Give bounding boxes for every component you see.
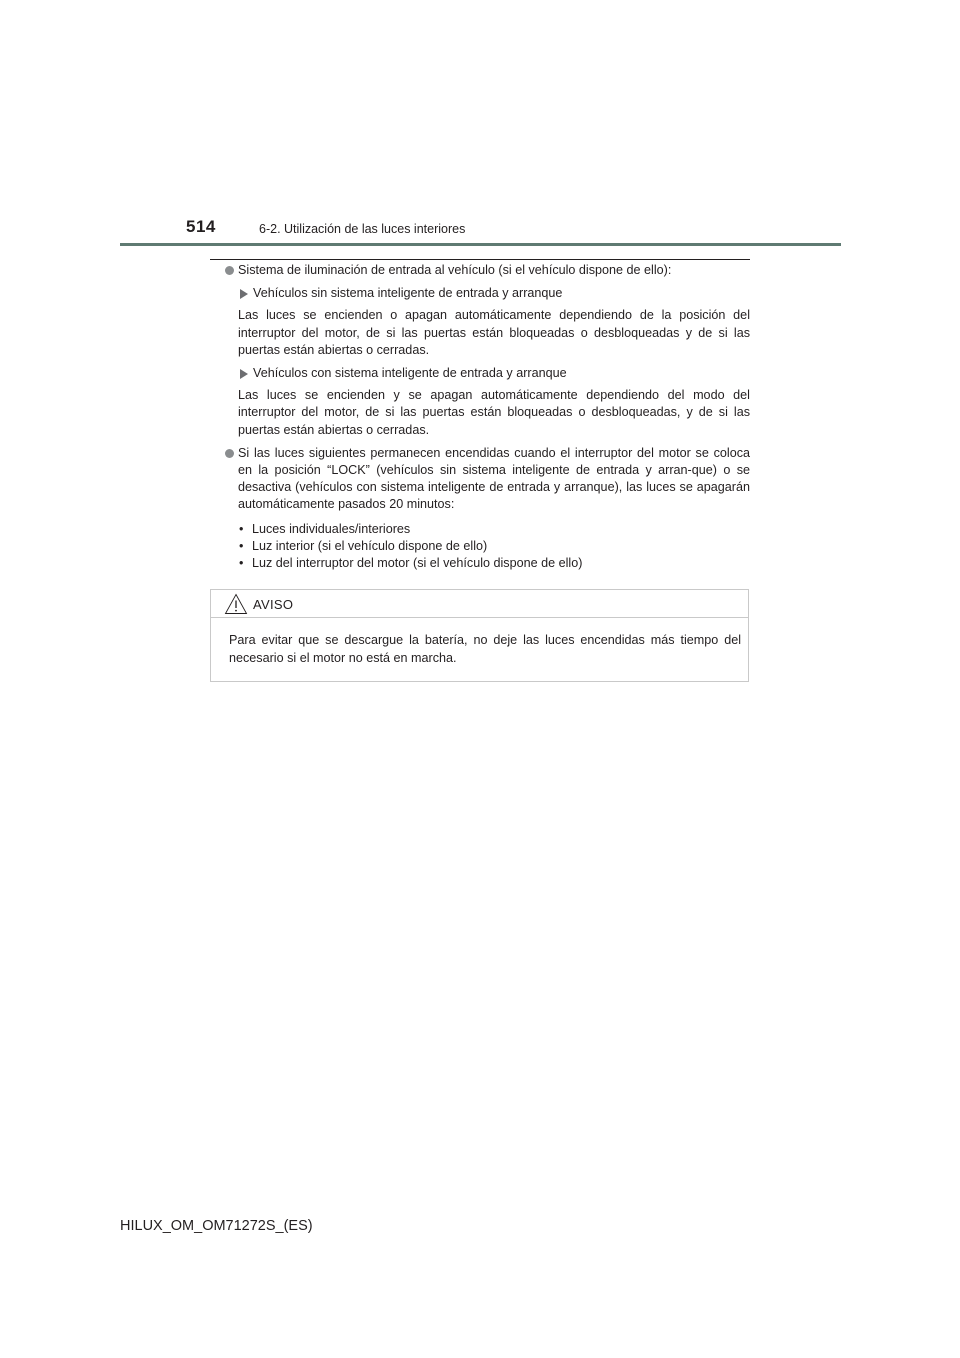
sub-heading [238,365,750,382]
list-item: • Luz interior (si el vehículo dispone de ello) [238,538,750,555]
list-item: • Luces individuales/interiores [238,521,750,538]
bullet-item-auto-off [222,445,750,514]
sub-heading-text: Vehículos con sistema inteligente de entrada y arranque [253,366,567,381]
bullet-item-entry-lighting [222,262,750,279]
section-title: 6-2. Utilización de las luces interiores [259,222,466,236]
warning-text: Para evitar que se descargue la batería, no deje las luces encendidas más tiempo del necesario si el motor no está en marcha. [229,633,741,665]
sub-text: Las luces se encienden o apagan automáticamente dependiendo de la posición del interruptor del motor, de si las puertas están bloqueadas o desbloqueadas y de si las puertas están abiertas o cerradas. [238,308,750,357]
warning-divider [211,617,748,618]
main-content [222,262,750,572]
sub-block-without-smart-entry [222,285,750,359]
lights-list [222,521,750,573]
document-code: HILUX_OM_OM71272S_(ES) [120,1218,313,1234]
bullet-dot-icon [225,266,234,275]
sub-heading [238,285,750,302]
triangle-arrow-icon [240,289,248,299]
warning-triangle-icon [224,593,248,615]
warning-box [210,589,749,682]
triangle-arrow-icon [240,369,248,379]
warning-title: AVISO [253,597,294,612]
bullet-dot-icon [225,449,234,458]
header-divider [120,243,841,246]
bullet-text: Si las luces siguientes permanecen encendidas cuando el interruptor del motor se coloca en la posición “LOCK” (vehículos sin sistema inteligente de entrada y arran-que) o se desactiva (vehículos con sistema inteligente de entrada y arranque), las luces se apagarán automáticamente pasados 20 minutos: [238,445,750,512]
sub-heading-text: Vehículos sin sistema inteligente de entrada y arranque [253,286,563,301]
list-item: • Luz del interruptor del motor (si el vehículo dispone de ello) [238,555,750,572]
page-number: 514 [186,217,216,236]
sub-text: Las luces se encienden y se apagan automáticamente dependiendo del modo del interruptor del motor, de si las puertas están bloqueadas o desbloqueadas, y de si las puertas están abiertas o cerradas. [238,388,750,437]
bullet-text: Sistema de iluminación de entrada al vehículo (si el vehículo dispone de ello): [238,263,672,277]
sub-block-with-smart-entry [222,365,750,439]
content-divider [210,259,750,260]
